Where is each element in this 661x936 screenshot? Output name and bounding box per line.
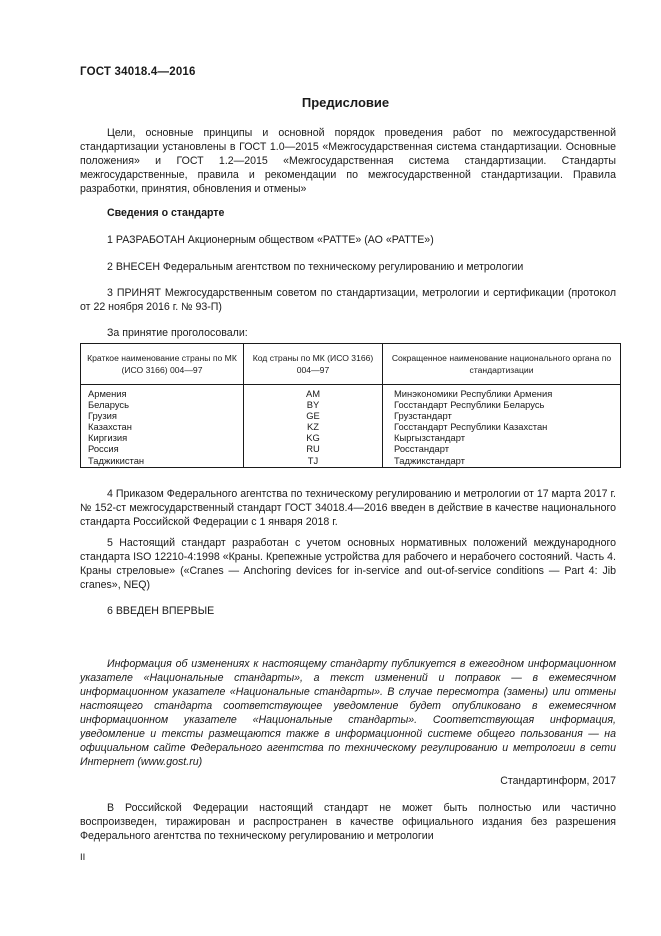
vote-label: За принятие проголосовали:	[107, 327, 248, 339]
item-6-first-time: 6 ВВЕДЕН ВПЕРВЫЕ	[107, 605, 215, 617]
cell-country: Таджикистан	[88, 454, 145, 466]
cell-organ: Росстандарт	[394, 443, 449, 455]
changes-info-notice: Информация об изменениях к настоящему стандарту публикуется в ежегодном информационном указателе «Национальные стандарты», а текст изменений и поправок — в ежемесячном информационном указателе «Национальные стандарты». В случае пересмотра (замены) или отмены настоящего стандарта соответствующее уведомление будет опубликовано в ежемесячном информационном указателе «Национальные стандарты». Соответствующая информация, уведомление и тексты размещаются также в информационной системе общего пользования — на официальном сайте Федерального агентства по техническому регулированию и метрологии в сети Интернет (www.gost.ru)	[80, 658, 616, 768]
publisher-line: Стандартинформ, 2017	[500, 775, 616, 787]
voting-countries-table	[80, 343, 621, 468]
header-organ: Сокращенное наименование национального органа по стандартизации	[391, 353, 612, 375]
cell-country: Беларусь	[88, 399, 130, 411]
cell-code: AM	[305, 388, 321, 399]
page-number: II	[80, 852, 86, 863]
item-4-order: 4 Приказом Федерального агентства по техническому регулированию и метрологии от 17 марта 2017 г. № 152-ст межгосударственный стандарт ГОСТ 34018.4—2016 введен в действие в качестве национального стандарта Российской Федерации с 1 января 2018 г.	[80, 488, 616, 528]
table-header	[81, 344, 620, 385]
cell-organ: Кыргызстандарт	[394, 432, 466, 444]
cell-country: Казахстан	[88, 421, 132, 433]
copyright-notice: В Российской Федерации настоящий стандарт не может быть полностью или частично воспроизведен, тиражирован и распространен в качестве официального издания без разрешения Федерального агентства по техническому регулированию и метрологии	[80, 802, 616, 842]
intro-paragraph: Цели, основные принципы и основной порядок проведения работ по межгосударственной стандартизации установлены в ГОСТ 1.0—2015 «Межгосударственная система стандартизации. Основные положения» и ГОСТ 1.2—2015 «Межгосударственная система стандартизации. Стандарты межгосударственные, правила и рекомендации по межгосударственной стандартизации. Правила разработки, принятия, обновления и отмены»	[80, 127, 616, 195]
table-body	[81, 385, 620, 467]
cell-organ: Таджикстандарт	[394, 454, 465, 466]
cell-country: Армения	[88, 388, 127, 399]
cell-code: BY	[306, 399, 320, 411]
cell-organ: Грузстандарт	[394, 410, 452, 422]
cell-organ: Минэкономики Республики Армения	[394, 388, 553, 399]
cell-code: GE	[306, 410, 320, 422]
cell-organ: Госстандарт Республики Беларусь	[394, 399, 545, 411]
cell-country: Киргизия	[88, 432, 128, 444]
cell-code: KG	[306, 432, 320, 444]
page-title: Предисловие	[301, 95, 390, 110]
item-3-adopted: 3 ПРИНЯТ Межгосударственным советом по стандартизации, метрологии и сертификации (протокол от 22 ноября 2016 г. № 93-П)	[80, 287, 616, 313]
cell-code: TJ	[307, 454, 319, 466]
cell-code: RU	[306, 443, 320, 455]
cell-code: KZ	[307, 421, 319, 433]
header-code: Код страны по МК (ИСО 3166) 004—97	[252, 353, 374, 375]
header-country: Краткое наименование страны по МК (ИСО 3166) 004—97	[87, 353, 237, 375]
section-heading: Сведения о стандарте	[107, 207, 225, 219]
item-1-developed: 1 РАЗРАБОТАН Акционерным обществом «РАТТЕ» (АО «РАТТЕ»)	[107, 234, 434, 246]
standard-code-header: ГОСТ 34018.4—2016	[80, 66, 196, 78]
cell-organ: Госстандарт Республики Казахстан	[394, 421, 548, 433]
item-2-submitted: 2 ВНЕСЕН Федеральным агентством по техническому регулированию и метрологии	[107, 261, 524, 273]
cell-country: Россия	[88, 443, 119, 455]
item-5-basis: 5 Настоящий стандарт разработан с учетом основных нормативных положений международного стандарта ISO 12210-4:1998 «Краны. Крепежные устройства для рабочего и нерабочего состояний. Часть 4. Краны стреловые» («Cranes — Anchoring devices for in-service and out-of-service conditions — Part 4: Jib cranes», NEQ)	[80, 537, 616, 591]
cell-country: Грузия	[88, 410, 117, 422]
